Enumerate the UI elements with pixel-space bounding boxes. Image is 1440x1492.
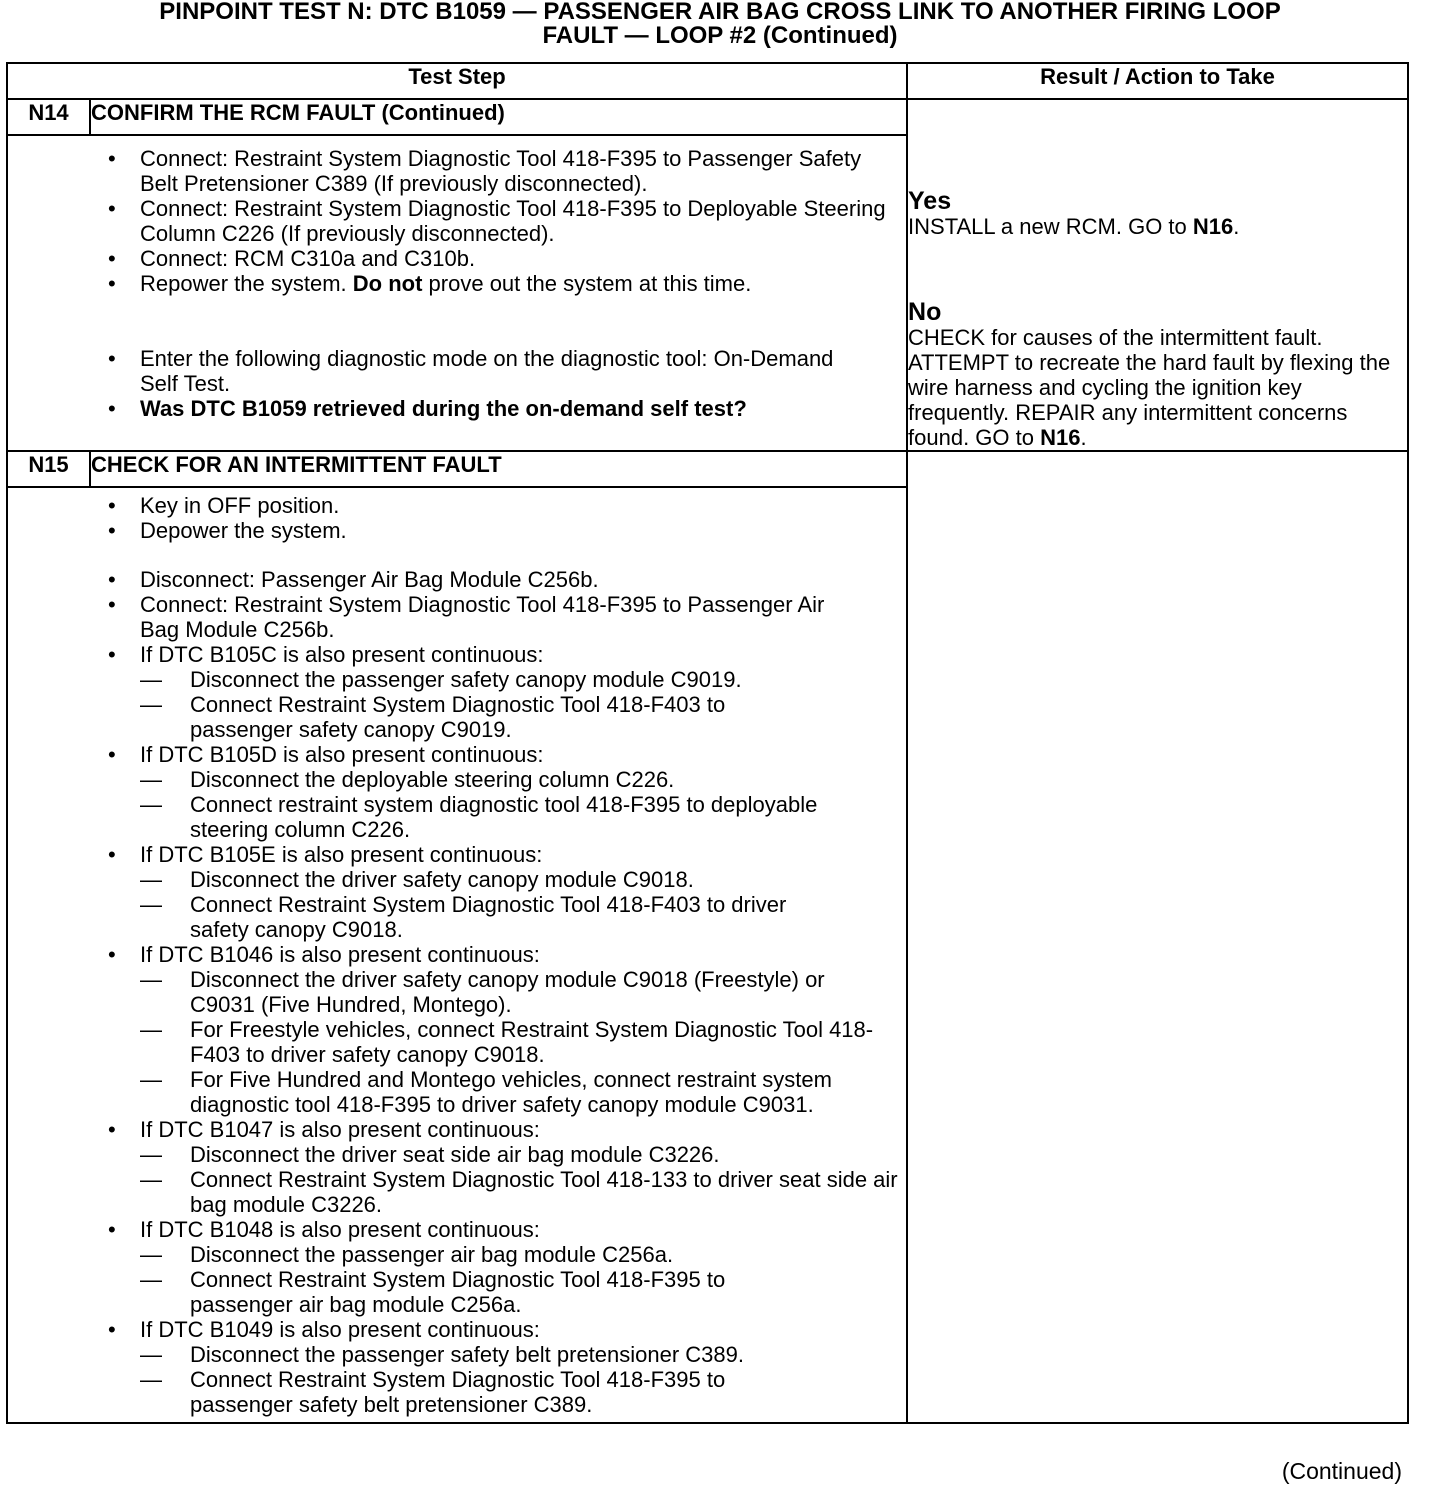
list-item: • If DTC B1049 is also present continuous:: [108, 1317, 540, 1342]
pinpoint-test-table: [6, 62, 1409, 1424]
list-item: — Connect Restraint System Diagnostic Tool 418-F395 to passenger safety belt pretensioner C389.: [140, 1367, 726, 1417]
step-number-n15: N15: [7, 451, 90, 487]
list-item: — Disconnect the driver safety canopy module C9018 (Freestyle) or C9031 (Five Hundred, Montego).: [140, 967, 825, 1017]
header-result-action: Result / Action to Take: [907, 63, 1408, 99]
table-header-row: [7, 63, 1408, 99]
step-title-n14: CONFIRM THE RCM FAULT (Continued): [90, 99, 907, 135]
list-item: — Disconnect the passenger air bag module C256a.: [140, 1242, 674, 1267]
result-no-text: CHECK for causes of the intermittent fault. ATTEMPT to recreate the hard fault by flexing the wire harness and cycling the ignition key frequently. REPAIR any intermittent concerns found. GO to N16.: [908, 325, 1391, 450]
list-item: • If DTC B105D is also present continuous:: [108, 742, 544, 767]
list-item: • Connect: Restraint System Diagnostic Tool 418-F395 to Deployable Steering Column C226 (If previously disconnected).: [108, 196, 886, 246]
step-body-n14: [7, 135, 907, 451]
list-item: • Key in OFF position.: [108, 493, 340, 518]
list-item: — Connect Restraint System Diagnostic Tool 418-F403 to driver safety canopy C9018.: [140, 892, 787, 942]
list-item: — Disconnect the driver seat side air bag module C3226.: [140, 1142, 720, 1167]
list-item: • Connect: Restraint System Diagnostic Tool 418-F395 to Passenger Safety Belt Pretensioner C389 (If previously disconnected).: [108, 146, 862, 196]
list-item: — Disconnect the deployable steering column C226.: [140, 767, 675, 792]
result-no-label: No: [908, 298, 942, 326]
list-item: • Disconnect: Passenger Air Bag Module C256b.: [108, 567, 599, 592]
step-title-n15: CHECK FOR AN INTERMITTENT FAULT: [90, 451, 907, 487]
list-item: — Disconnect the driver safety canopy module C9018.: [140, 867, 694, 892]
step-n15-title-row: [7, 451, 1408, 487]
result-n15: [907, 451, 1408, 1423]
title-line-1: PINPOINT TEST N: DTC B1059 — PASSENGER AIR BAG CROSS LINK TO ANOTHER FIRING LOOP: [159, 0, 1281, 25]
list-item: — For Freestyle vehicles, connect Restraint System Diagnostic Tool 418-F403 to driver safety canopy C9018.: [140, 1017, 874, 1067]
list-item: — Connect Restraint System Diagnostic Tool 418-F395 to passenger air bag module C256a.: [140, 1267, 726, 1317]
list-item: • Was DTC B1059 retrieved during the on-demand self test?: [108, 396, 747, 421]
list-item: • If DTC B1047 is also present continuous:: [108, 1117, 540, 1142]
list-item: • Repower the system. Do not prove out the system at this time.: [108, 271, 752, 296]
list-item: • If DTC B105E is also present continuous:: [108, 842, 543, 867]
list-item: — Connect Restraint System Diagnostic Tool 418-133 to driver seat side air bag module C3226.: [140, 1167, 898, 1217]
list-item: • If DTC B1048 is also present continuous:: [108, 1217, 540, 1242]
continued-note: (Continued): [1281, 1458, 1402, 1484]
list-item: — Disconnect the passenger safety belt pretensioner C389.: [140, 1342, 744, 1367]
list-item: — Connect Restraint System Diagnostic Tool 418-F403 to passenger safety canopy C9019.: [140, 692, 726, 742]
step-n14-title-row: [7, 99, 1408, 135]
step-list-n15: [8, 488, 906, 1422]
list-item: • Connect: RCM C310a and C310b.: [108, 246, 476, 271]
result-no-goto: N16: [1040, 425, 1081, 450]
result-yes-label: Yes: [908, 187, 952, 215]
page-title: [0, 0, 1440, 48]
title-line-2: FAULT — LOOP #2 (Continued): [542, 22, 898, 49]
list-item: • Enter the following diagnostic mode on the diagnostic tool: On-Demand Self Test.: [108, 346, 834, 396]
result-yes-goto: N16: [1192, 214, 1234, 239]
list-item: — For Five Hundred and Montego vehicles, connect restraint system diagnostic tool 418-F395 to driver safety canopy module C9031.: [140, 1067, 832, 1117]
list-item: — Disconnect the passenger safety canopy module C9019.: [140, 667, 742, 692]
list-item: • Depower the system.: [108, 518, 347, 543]
list-item: • If DTC B1046 is also present continuous:: [108, 942, 540, 967]
list-item: • Connect: Restraint System Diagnostic Tool 418-F395 to Passenger Air Bag Module C256b.: [108, 592, 825, 642]
step-number-n14: N14: [7, 99, 90, 135]
list-item: • If DTC B105C is also present continuous:: [108, 642, 544, 667]
list-item: — Connect restraint system diagnostic tool 418-F395 to deployable steering column C226.: [140, 792, 818, 842]
result-n14: [907, 99, 1408, 451]
step-list-n14: [8, 136, 906, 423]
result-yes-text: INSTALL a new RCM. GO to N16.: [908, 214, 1240, 239]
header-test-step: Test Step: [7, 63, 907, 99]
step-body-n15: [7, 487, 907, 1423]
